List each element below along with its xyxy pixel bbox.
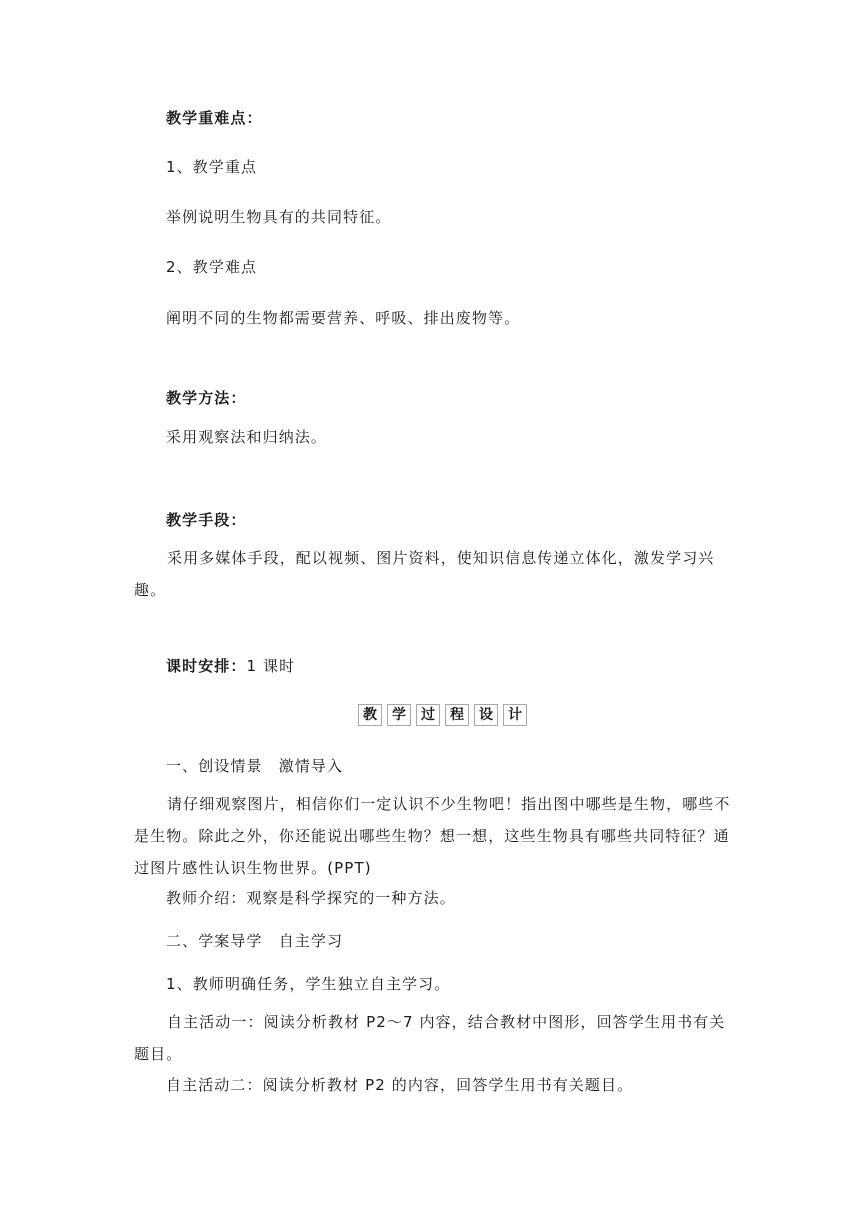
means-heading: 教学手段： <box>166 511 247 529</box>
activity-1-text: 自主活动一：阅读分析教材 P2～7 内容，结合教材中图形，回答学生用书有关题目。 <box>134 1013 726 1063</box>
title-char-box: 过 <box>416 704 440 726</box>
schedule-label: 课时安排： <box>166 657 247 675</box>
key-point-2-text: 阐明不同的生物都需要营养、呼吸、排出废物等。 <box>166 309 521 327</box>
methods-text: 采用观察法和归纳法。 <box>166 428 328 446</box>
title-char-box: 设 <box>474 704 498 726</box>
means-text: 采用多媒体手段，配以视频、图片资料，使知识信息传递立体化，激发学习兴趣。 <box>134 549 715 599</box>
process-design-title <box>358 704 527 726</box>
methods-heading: 教学方法： <box>166 389 247 407</box>
title-char-box: 教 <box>358 704 382 726</box>
teacher-intro-text: 教师介绍：观察是科学探究的一种方法。 <box>166 889 456 907</box>
key-point-2-title: 2、教学难点 <box>166 258 258 276</box>
section-1-title: 一、创设情景 激情导入 <box>166 757 344 775</box>
key-point-1-title: 1、教学重点 <box>166 158 258 176</box>
title-char-box: 程 <box>445 704 469 726</box>
schedule-value: 1 课时 <box>246 657 296 675</box>
activity-2-text: 自主活动二：阅读分析教材 P2 的内容，回答学生用书有关题目。 <box>166 1076 634 1094</box>
key-points-heading: 教学重难点： <box>166 109 263 127</box>
title-char-box: 学 <box>387 704 411 726</box>
section-1-paragraph: 请仔细观察图片，相信你们一定认识不少生物吧！指出图中哪些是生物，哪些不是生物。除此之外，你还能说出哪些生物？想一想，这些生物具有哪些共同特征？通过图片感性认识生物世界。(PPT) <box>134 795 731 877</box>
section-2-step-1: 1、教师明确任务，学生独立自主学习。 <box>166 975 451 993</box>
title-char-box: 计 <box>503 704 527 726</box>
section-2-title: 二、学案导学 自主学习 <box>166 932 344 950</box>
schedule-line <box>166 656 295 676</box>
key-point-1-text: 举例说明生物具有的共同特征。 <box>166 208 392 226</box>
